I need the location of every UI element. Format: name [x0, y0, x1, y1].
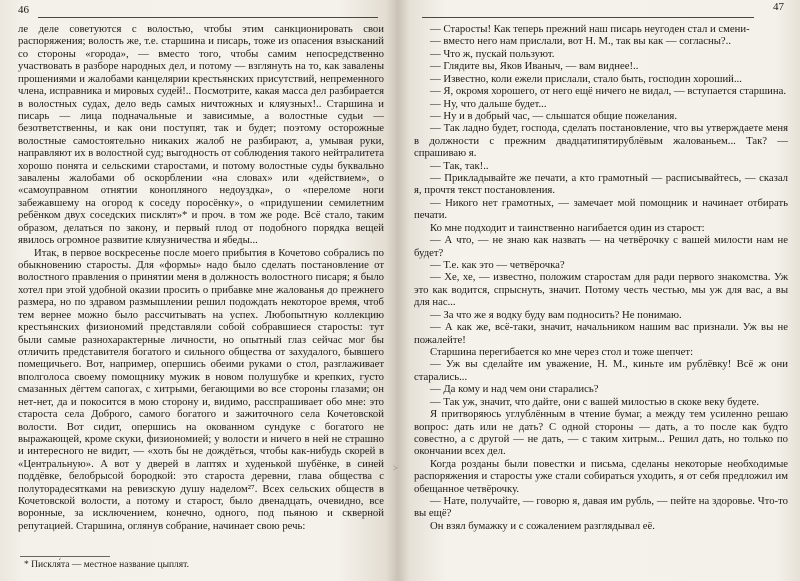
right-page-header — [414, 1, 788, 20]
right-paragraph: — Нате, получайте, — говорю я, давая им рубль, — пейте на здоровье. Что-то вы ещё? — [414, 495, 788, 520]
right-paragraph: — За что же я водку буду вам подносить? Не понимаю. — [430, 308, 682, 321]
right-paragraph: — Известно, коли ежели прислали, стало быть, господин хороший... — [430, 72, 742, 85]
right-paragraph: — вместо него нам прислали, вот Н. М., так вы как — согласны?.. — [430, 35, 732, 48]
right-paragraph: Ко мне подходит и таинственно нагибается один из старост: — [430, 221, 705, 234]
left-page-number: 46 — [18, 4, 29, 16]
right-paragraph: — Что ж, пускай пользуют. — [430, 47, 555, 60]
right-paragraph: — Ну и в добрый час, — слышатся общие пожелания. — [430, 109, 678, 122]
right-paragraph: Я притворяюсь углублённым в чтение бумаг, а между тем усиленно решаю вопрос: дать или не дать? С одной стороны — дать, а то после как будто совестно, а с другой — не дать, — с таким хитрым... Решил дать, но только по окончании всех дел. — [414, 408, 788, 458]
left-paragraph: Итак, в первое воскресенье после моего прибытия в Кочетово собрались по обыкновению старосты. Для «формы» надо было сделать постановление от волостного правления о принятии меня в должность волостного писаря; я было хотел при этой удобной оказии просить о прибавке мне жалованья до прежнего размера, но по здравом размышлении решил подождать некоторое время, чтоб тем вернее можно было рассчитывать на успех. Любопытную коллекцию крестьянских физиономий представляли собой собравшиеся старосты: тут были самые разнохарактерные личности, но опытный глаз сейчас мог бы отличить представителя богатого и сильного общества от захудалого, бывшего помещичьего. Вот, например, опершись обеими руками о стол, разглаживает вполголоса своему помощнику мужик в новом полушубке и крепких, густо смазанных дёгтем сапогах, с хитрыми, бегающими во все стороны глазами; он нет-нет, да и покосится в мою сторону и, видимо, расспрашивает обо мне: это староста села Доброго, самого богатого и зажиточного села Кочетовской волости. Вот сидит, опершись на окованном сундуке с богатого не выражающей, кроме скуки, физиономией; у волости и ничего в ней не страшно и интересного не видит, — «хоть бы не дождёться, чтобы как-нибудь скорей в «Центральную». А вот у дверей в лаптях и худенькой шубёнке, в синей поддёвке, белобрысой бородкой: это староста деревни, глава общества с полуторадесятками на ревизскую душу наделом²⁷. Всех сельских обществ в Кочетовской волости, а потому и старост, было двенадцать, очевидно, все воронные, за исключением, конечно, одного, под пьяною и скверной репутацией. Старшина, оглянув собрание, начинает свою речь: — [18, 246, 384, 532]
gutter-mark: > — [393, 463, 399, 473]
footnote-rule — [20, 556, 110, 557]
right-paragraph: — Прикладывайте же печати, а кто грамотный — расписывайтесь, — сказал я, прочтя текст постановления. — [414, 172, 788, 197]
right-paragraph: Он взял бумажку и с сожалением разглядывал её. — [430, 519, 655, 532]
right-paragraph: — Никого нет грамотных, — замечает мой помощник и начинает отбирать печати. — [414, 196, 788, 222]
right-paragraph: — Уж вы сделайте им уважение, Н. М., киньте им рублёвку! Всё ж они старались... — [414, 358, 788, 383]
left-paragraph: ле делe советуются с волостью, чтобы этим санкционировать свои распоряжения; волость же, т.е. старшина и писарь, тоже из опасения взысканий со стороны «города», — вместо того, чтобы самим непосредственно участвовать в разборе народных дел, и потому — взглянуть на то, как завалены прошениями и жалобами канцелярии крестьянских присутствий, непременного члена, исправника и мировых судей!.. Посмотрите, какая масса дел разбирается в волостных судах, дело ведь самых ничтожных и кляузных!.. Старшина и писарь — лица подначальные и зависимые, а волостные судьи — безответственны, и как они поступят, так и будет; поэтому осторожные волостные самостоятельно никаких жалоб не разбирают, а, умывая руки, направляют их в волостной суд; выгодность от соблюдения такого нейтралитета хорошо понята и сельскими старостами, и потому волостные суды буквально завалены жалобами об оскорблении «на словах» или «действием», о «самоуправном отнятии конопляного недоуздка», о «переломе ноги забежавшему на огород к соседу поросёнку», о «придушении семилетним ребёнком двух соседских писклят»* и проч. в том же роде. Всё стало, таким образом, делаться по закону, и первый плод от подобного порядка вещей явилось огромное развитие кляузничества и ябеды... — [18, 23, 385, 247]
right-page-number: 47 — [773, 1, 784, 13]
right-paragraph: — Хе, хе, — известно, положим старостам для ради первого знакомства. Уж это как водится, спрыснуть, значит. Потому честь честью, мы уж для вас, а вы для нас... — [414, 271, 788, 309]
left-header-rule — [38, 17, 378, 18]
right-paragraph: — Так уж, значит, что дайте, они с вашей милостью в скоке веку будете. — [430, 395, 760, 408]
right-paragraph: — Старосты! Как теперь прежний наш писарь неугоден стал и смени- — [430, 23, 750, 35]
right-paragraph: — Так ладно будет, господа, сделать постановление, что вы утверждаете меня в должности с прежним двадцатипятирублёвым жалованьем... Так? — спрашиваю я. — [414, 122, 788, 160]
left-page-body — [18, 23, 384, 532]
right-paragraph: — А что, — не знаю как назвать — на четвёрочку с вашей милости нам не будет? — [414, 234, 788, 259]
right-paragraph: Когда розданы были повестки и письма, сделаны некоторые необходимые распоряжения и старосты уже стали собираться уходить, я от себя предложил им обещанное четвёрочку. — [414, 457, 788, 495]
right-paragraph: — Да кому и над чем они старались? — [430, 383, 599, 396]
right-paragraph: — Глядите вы, Яков Иваныч, — вам виднее!.. — [430, 60, 639, 73]
right-header-rule — [422, 17, 754, 18]
right-page-body — [414, 23, 788, 532]
right-paragraph: — А как же, всё-таки, значит, начальником нашим вас признали. Уж вы не пожалейте! — [414, 321, 788, 346]
right-paragraph: — Так, так!.. — [430, 159, 489, 172]
footnote: * Пискля́та — местное название цыплят. — [24, 560, 189, 570]
right-paragraph: — Т.е. как это — четвёрочка? — [430, 259, 565, 272]
right-page — [398, 0, 800, 581]
right-paragraph: — Ну, что дальше будет... — [430, 97, 547, 110]
left-page-header — [18, 4, 384, 20]
right-paragraph: Старшина перегибается ко мне через стол и тоже шепчет: — [430, 345, 694, 358]
right-paragraph: — Я, окромя хорошего, от него ещё ничего не видал, — вступается старшина. — [430, 85, 787, 98]
left-page — [0, 0, 398, 581]
